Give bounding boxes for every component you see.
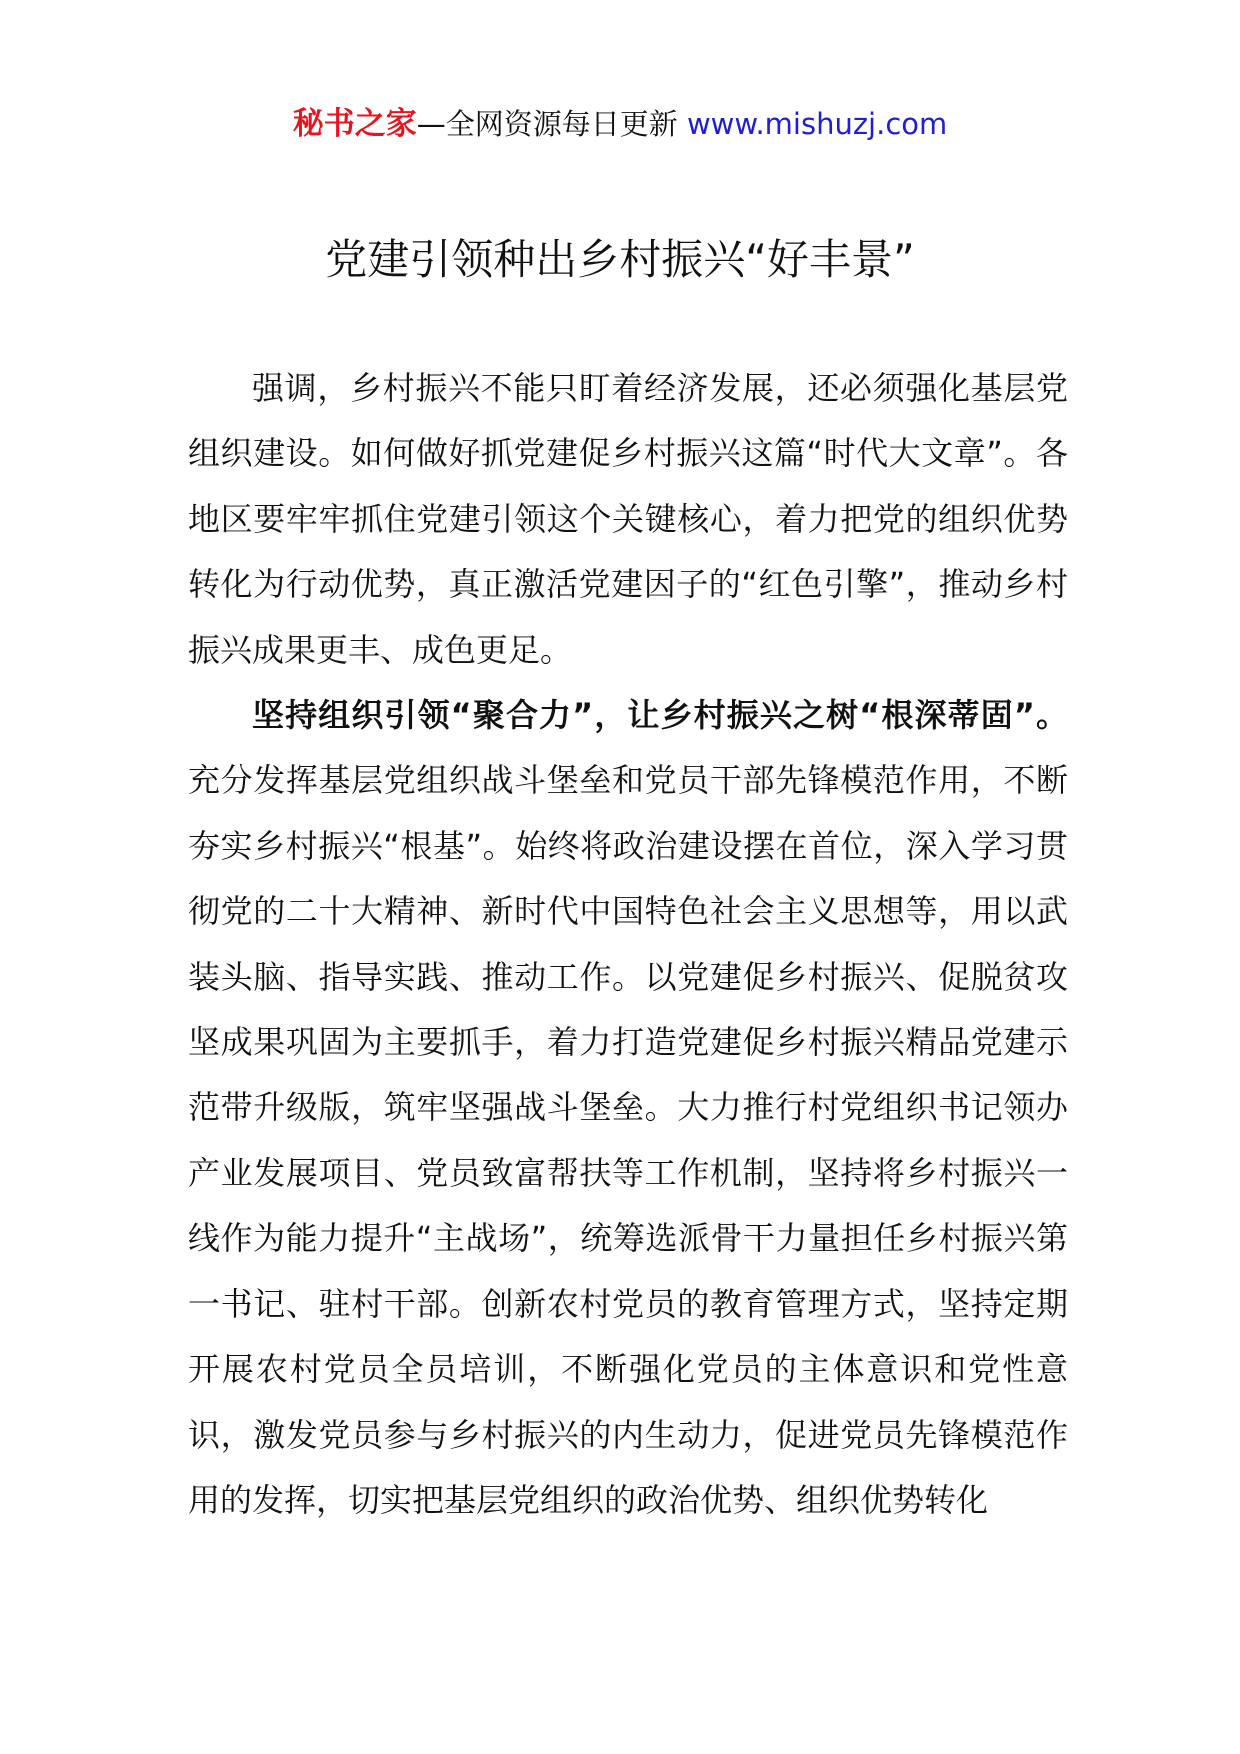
paragraph-text: 充分发挥基层党组织战斗堡垒和党员干部先锋模范作用，不断夯实乡村振兴“根基”。始终将政治建设摆在首位，深入学习贯彻党的二十大精神、新时代中国特色社会主义思想等，用以武装头脑、指导实践、推动工作。以党建促乡村振兴、促脱贫攻坚成果巩固为主要抓手，着力打造党建促乡村振兴精品党建示范带升级版，筑牢坚强战斗堡垒。大力推行村党组织书记领办产业发展项目、党员致富帮扶等工作机制，坚持将乡村振兴一线作为能力提升“主战场”，统筹选派骨干力量担任乡村振兴第一书记、驻村干部。创新农村党员的教育管理方式，坚持定期开展农村党员全员培训，不断强化党员的主体意识和党性意识，激发党员参与乡村振兴的内生动力，促进党员先锋模范作用的发挥，切实把基层党组织的政治优势、组织优势转化: [188, 761, 1068, 1519]
paragraph-section-1: [188, 683, 1068, 1533]
header-tagline: —全网资源每日更新: [416, 107, 678, 141]
document-body: [188, 356, 1068, 1533]
brand-name: 秘书之家: [292, 106, 417, 142]
paragraph-intro: [188, 356, 1068, 683]
document-title: 党建引领种出乡村振兴“好丰景”: [325, 235, 915, 284]
section-heading: 坚持组织引领“聚合力”，让乡村振兴之树“根深蒂固”。: [252, 696, 1068, 735]
site-url-link[interactable]: www.mishuzj.com: [686, 107, 948, 141]
paragraph-text: 强调，乡村振兴不能只盯着经济发展，还必须强化基层党组织建设。如何做好抓党建促乡村振兴这篇“时代大文章”。各地区要牢牢抓住党建引领这个关键核心，着力把党的组织优势转化为行动优势，真正激活党建因子的“红色引擎”，推动乡村振兴成果更丰、成色更足。: [188, 369, 1068, 669]
site-header: [0, 100, 1240, 148]
